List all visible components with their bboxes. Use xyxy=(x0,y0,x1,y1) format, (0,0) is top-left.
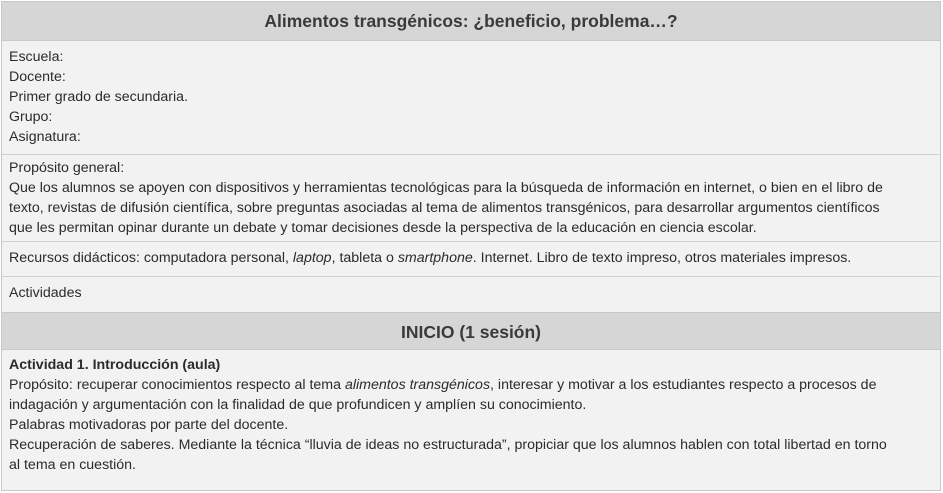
recursos-part-2: , tableta o xyxy=(331,250,398,266)
actividad-1-prop-part-2: , interesar y motivar a los estudiantes respecto a procesos de xyxy=(490,377,877,393)
actividades-cell xyxy=(2,277,940,312)
recursos-text xyxy=(9,248,933,268)
escuela-label: Escuela: xyxy=(9,49,64,65)
proposito-line-1: Que los alumnos se apoyen con dispositivos y herramientas tecnológicas para la búsqueda de información en internet, o bien en el libro de xyxy=(9,180,883,196)
proposito-line-2: texto, revistas de difusión científica, sobre preguntas asociadas al tema de alimentos transgénicos, para desarrollar argumentos científicos xyxy=(9,200,880,216)
actividad-1-proposito-line-1 xyxy=(9,375,933,395)
recursos-part-1: Recursos didácticos: computadora personal, xyxy=(9,250,293,266)
recursos-cell xyxy=(2,242,940,277)
page-title: Alimentos transgénicos: ¿beneficio, problema…? xyxy=(2,2,940,41)
actividad-1-prop-part-1: Propósito: recuperar conocimientos respecto al tema xyxy=(9,377,345,393)
grupo-label: Grupo: xyxy=(9,109,53,125)
recursos-part-3: . Internet. Libro de texto impreso, otros materiales impresos. xyxy=(472,250,852,266)
recursos-laptop: laptop xyxy=(292,250,332,266)
general-info-cell xyxy=(2,41,940,155)
proposito-label: Propósito general: xyxy=(9,160,125,176)
recursos-smartphone: smartphone xyxy=(397,250,473,266)
inicio-section-header: INICIO (1 sesión) xyxy=(2,312,940,350)
grado-label: Primer grado de secundaria. xyxy=(9,89,189,105)
actividad-1-palabras: Palabras motivadoras por parte del docente. xyxy=(9,417,289,433)
actividades-label: Actividades xyxy=(9,285,82,301)
actividad-1-recuperacion-line-1: Recuperación de saberes. Mediante la técnica “lluvia de ideas no estructurada”, propiciar que los alumnos hablen con total libertad en torno xyxy=(9,437,887,453)
docente-label: Docente: xyxy=(9,69,66,85)
actividad-1-title: Actividad 1. Introducción (aula) xyxy=(9,357,221,373)
lesson-plan-table xyxy=(1,1,941,491)
asignatura-label: Asignatura: xyxy=(9,129,81,145)
proposito-general-cell xyxy=(2,155,940,242)
actividad-1-cell xyxy=(2,350,940,475)
proposito-line-3: que les permitan opinar durante un debate y tomar decisiones desde la perspectiva de la educación en ciencia escolar. xyxy=(9,220,757,236)
actividad-1-prop-topic: alimentos transgénicos xyxy=(344,377,491,393)
actividad-1-recuperacion-line-2: al tema en cuestión. xyxy=(9,457,136,473)
actividad-1-proposito-line-2: indagación y argumentación con la finalidad de que profundicen y amplíen su conocimiento. xyxy=(9,397,587,413)
